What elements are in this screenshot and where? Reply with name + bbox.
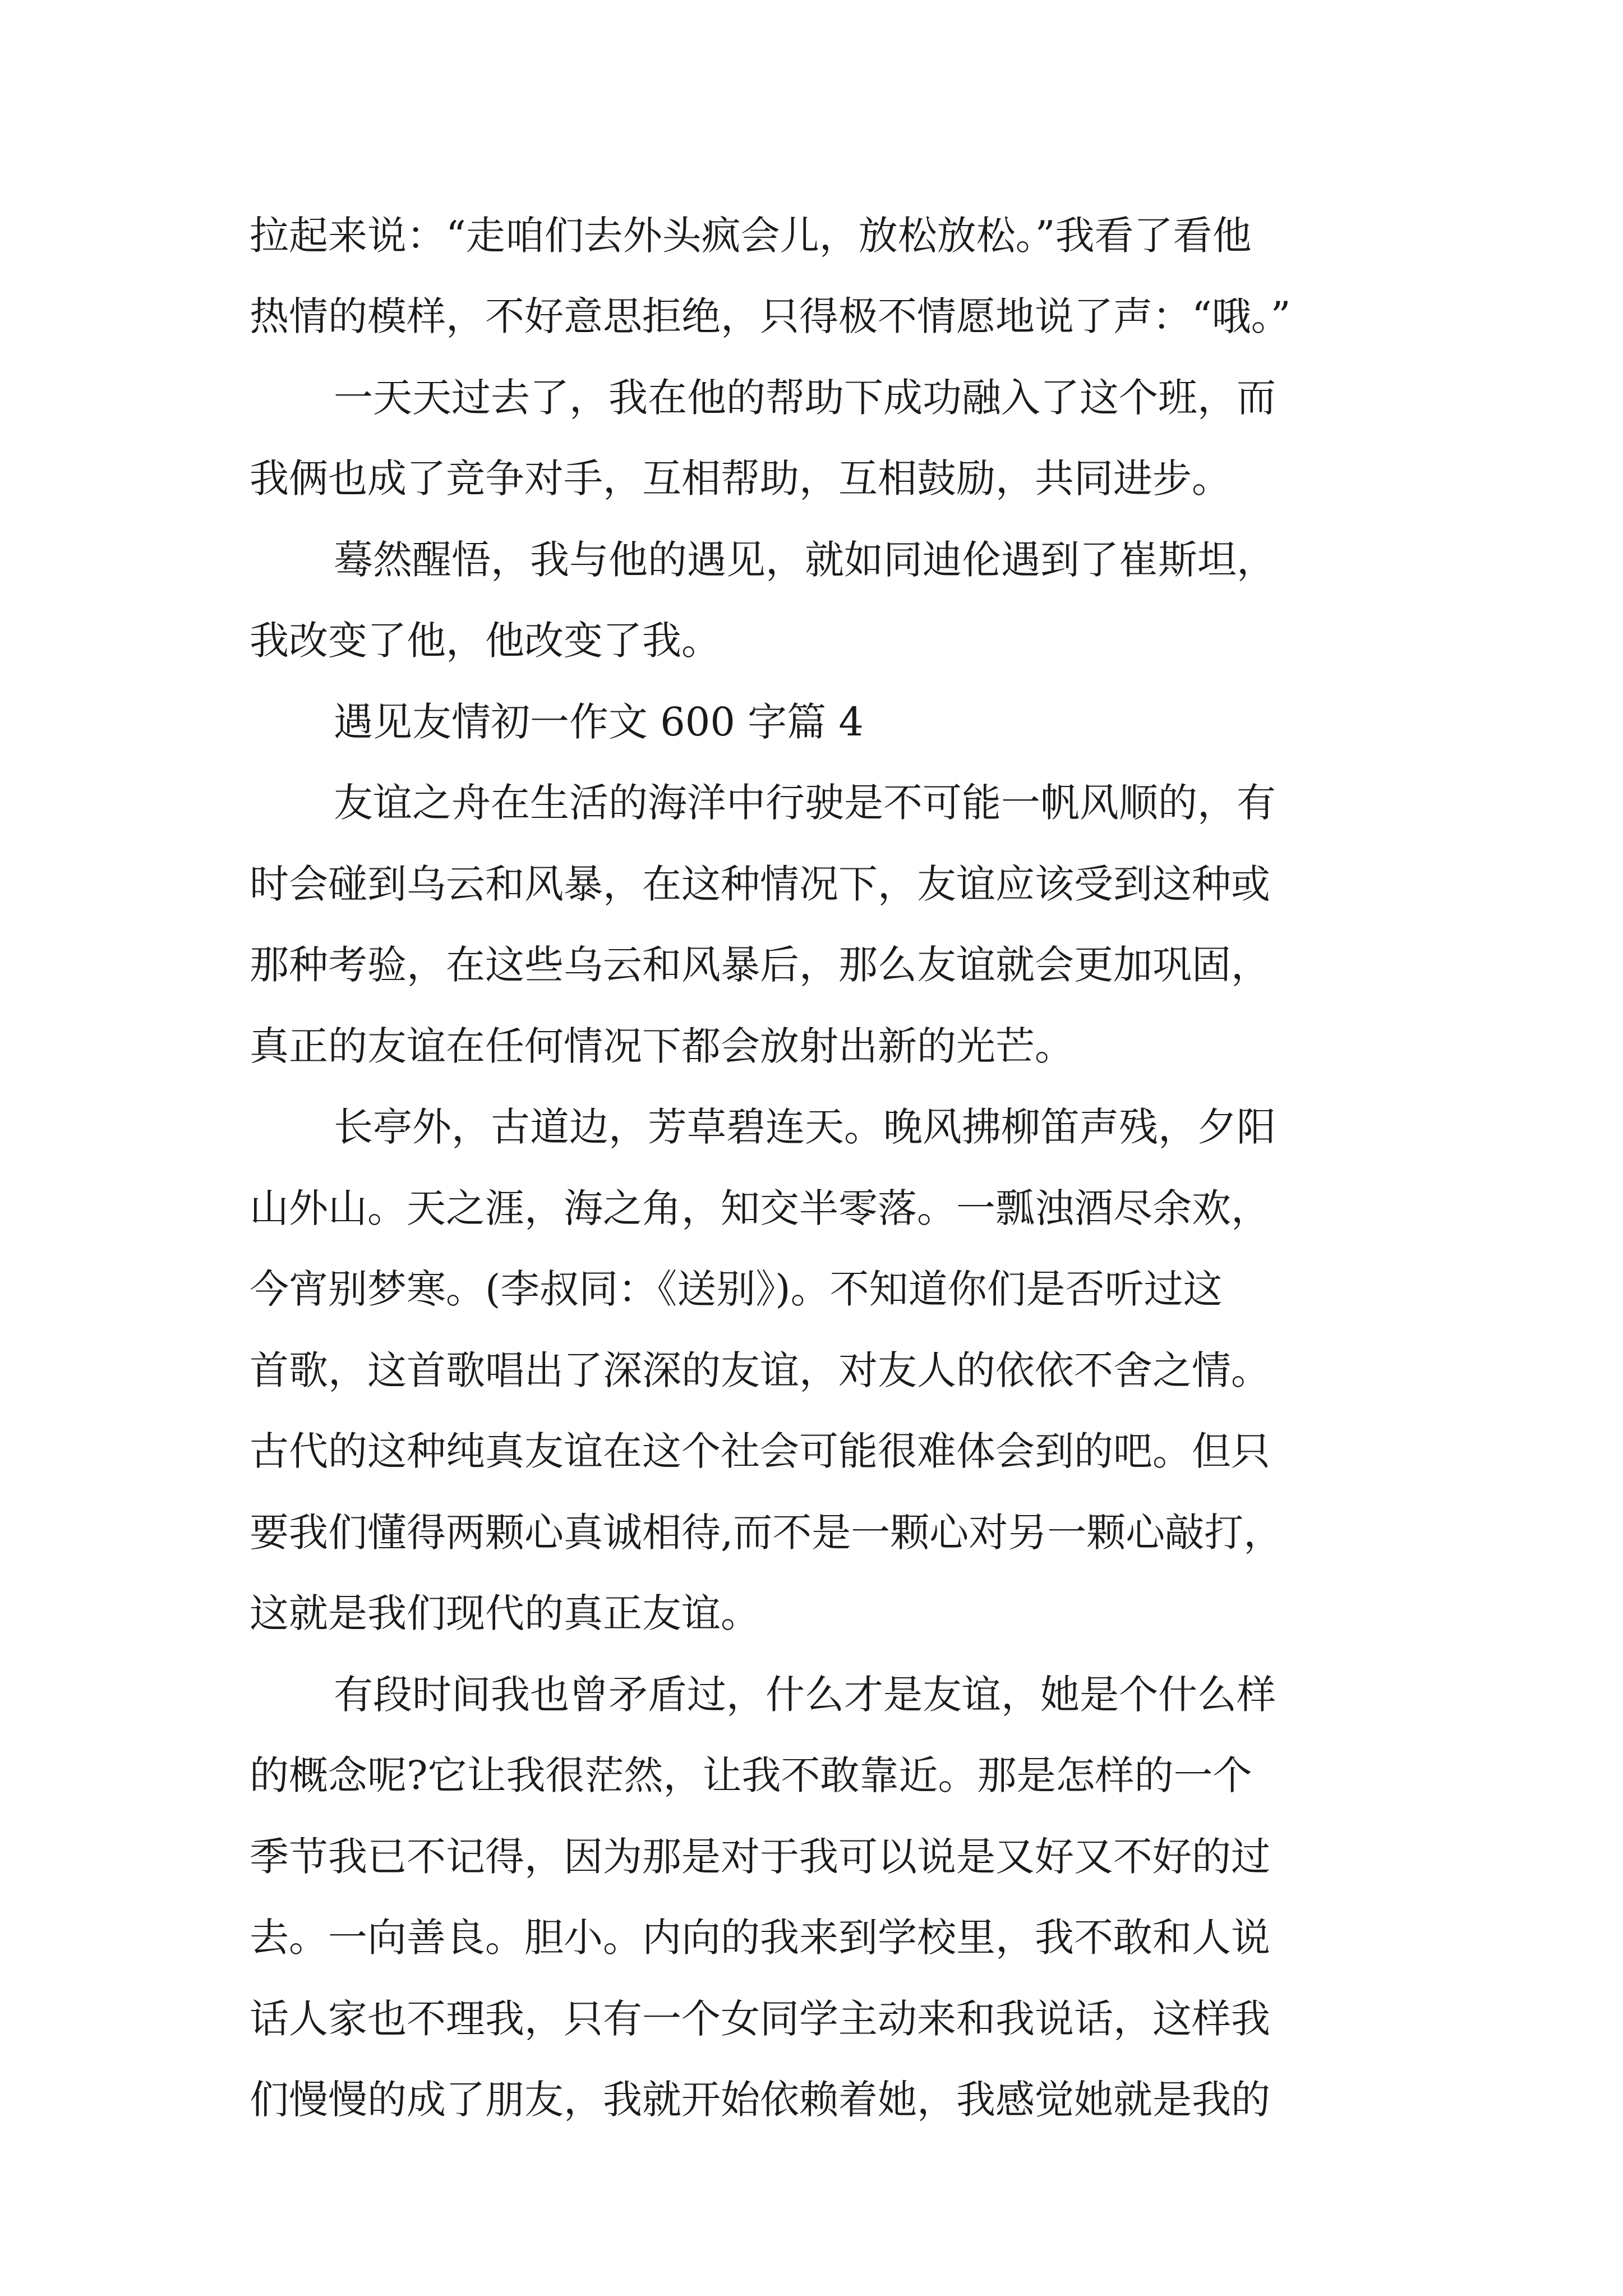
text-line: 那种考验，在这些乌云和风暴后，那么友谊就会更加巩固，: [250, 942, 1270, 988]
text-line: 我改变了他，他改变了我。: [250, 618, 721, 664]
text-line: 古代的这种纯真友谊在这个社会可能很难体会到的吧。但只: [250, 1428, 1270, 1474]
text-line: 去。一向善良。胆小。内向的我来到学校里，我不敢和人说: [250, 1915, 1270, 1961]
section-heading: 遇见友情初一作文 600 字篇 4: [334, 699, 864, 745]
text-line: 首歌，这首歌唱出了深深的友谊，对友人的依依不舍之情。: [250, 1347, 1270, 1393]
text-line: 今宵别梦寒。(李叔同：《送别》)。不知道你们是否听过这: [250, 1266, 1223, 1312]
text-line: 拉起来说：“走咱们去外头疯会儿，放松放松。”我看了看他: [250, 213, 1252, 259]
text-line: 季节我已不记得，因为那是对于我可以说是又好又不好的过: [250, 1834, 1270, 1880]
text-line: 真正的友谊在任何情况下都会放射出新的光芒。: [250, 1023, 1074, 1069]
paragraph-start-line: 有段时间我也曾矛盾过，什么才是友谊，她是个什么样: [334, 1672, 1276, 1718]
text-line: 要我们懂得两颗心真诚相待,而不是一颗心对另一颗心敲打，: [250, 1510, 1283, 1556]
text-line: 们慢慢的成了朋友，我就开始依赖着她，我感觉她就是我的: [250, 2077, 1270, 2123]
paragraph-start-line: 蓦然醒悟，我与他的遇见，就如同迪伦遇到了崔斯坦，: [334, 537, 1276, 583]
paragraph-start-line: 长亭外，古道边，芳草碧连天。晚风拂柳笛声残，夕阳: [334, 1104, 1276, 1150]
text-line: 的概念呢?它让我很茫然，让我不敢靠近。那是怎样的一个: [250, 1752, 1252, 1798]
text-line: 我俩也成了竞争对手，互相帮助，互相鼓励，共同进步。: [250, 455, 1231, 501]
text-line: 话人家也不理我，只有一个女同学主动来和我说话，这样我: [250, 1996, 1270, 2042]
paragraph-start-line: 一天天过去了，我在他的帮助下成功融入了这个班，而: [334, 375, 1276, 421]
text-line: 热情的模样，不好意思拒绝，只得极不情愿地说了声：“哦。”: [250, 293, 1291, 339]
text-line: 时会碰到乌云和风暴，在这种情况下，友谊应该受到这种或: [250, 861, 1270, 907]
paragraph-start-line: 友谊之舟在生活的海洋中行驶是不可能一帆风顺的，有: [334, 780, 1276, 826]
text-line: 这就是我们现代的真正友谊。: [250, 1590, 760, 1636]
text-line: 山外山。天之涯，海之角，知交半零落。一瓢浊酒尽余欢，: [250, 1185, 1270, 1231]
